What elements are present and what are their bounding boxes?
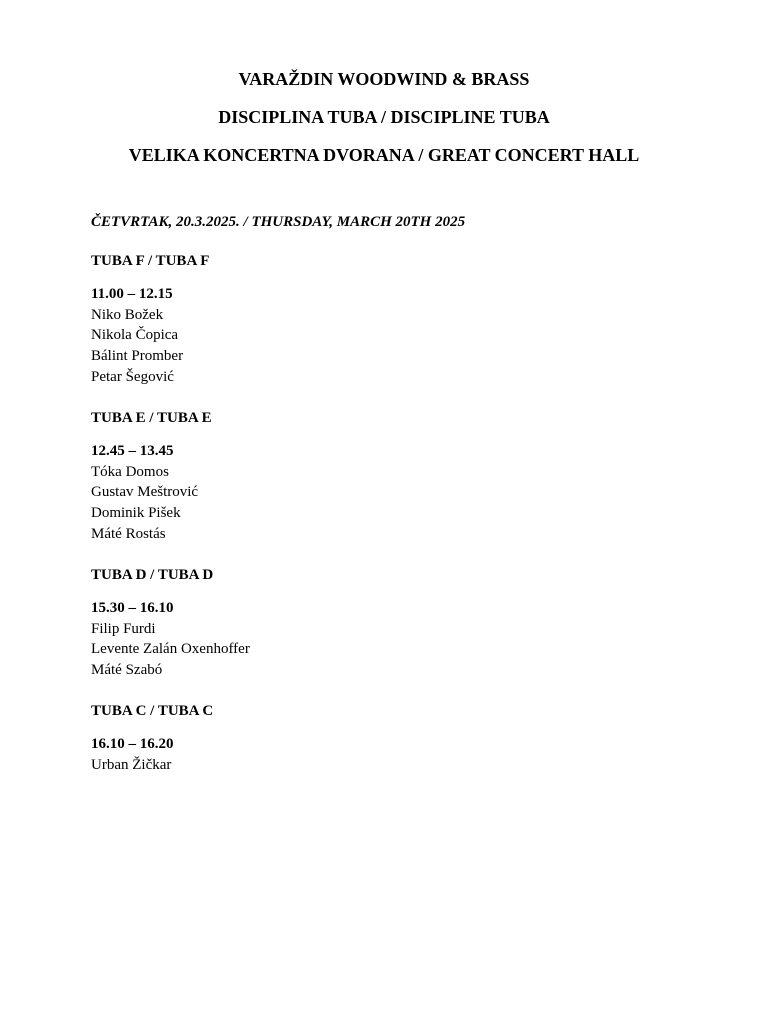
category-title: TUBA F / TUBA F xyxy=(91,253,210,269)
performer-name: Máté Rostás xyxy=(91,525,166,542)
event-title: VARAŽDIN WOODWIND & BRASS xyxy=(238,69,530,89)
performer-name: Gustav Meštrović xyxy=(91,484,199,501)
time-slot: 15.30 – 16.10 xyxy=(91,600,174,616)
time-slot: 12.45 – 13.45 xyxy=(91,443,174,459)
performer-name: Niko Božek xyxy=(91,306,164,323)
performer-name: Levente Zalán Oxenhoffer xyxy=(91,641,250,658)
time-slot: 16.10 – 16.20 xyxy=(91,736,174,752)
category-section-tuba-d xyxy=(91,565,691,681)
time-slot: 11.00 – 12.15 xyxy=(91,286,173,302)
performer-name: Nikola Čopica xyxy=(91,327,179,344)
category-title: TUBA C / TUBA C xyxy=(91,703,214,719)
performer-name: Filip Furdi xyxy=(91,620,156,637)
performer-name: Urban Žičkar xyxy=(91,756,172,773)
discipline-title: DISCIPLINA TUBA / DISCIPLINE TUBA xyxy=(218,107,550,127)
performer-name: Dominik Pišek xyxy=(91,505,181,522)
category-title: TUBA E / TUBA E xyxy=(91,410,212,426)
category-title: TUBA D / TUBA D xyxy=(91,567,214,583)
performer-name: Bálint Promber xyxy=(91,348,184,365)
performer-name: Tóka Domos xyxy=(91,463,169,480)
date-line: ČETVRTAK, 20.3.2025. / THURSDAY, MARCH 20TH 2025 xyxy=(91,214,466,230)
category-section-tuba-c xyxy=(91,701,691,775)
category-section-tuba-f xyxy=(91,251,691,388)
performer-name: Máté Szabó xyxy=(91,662,163,679)
venue-title: VELIKA KONCERTNA DVORANA / GREAT CONCERT HALL xyxy=(128,145,640,165)
category-section-tuba-e xyxy=(91,408,691,545)
performer-name: Petar Šegović xyxy=(91,368,174,385)
